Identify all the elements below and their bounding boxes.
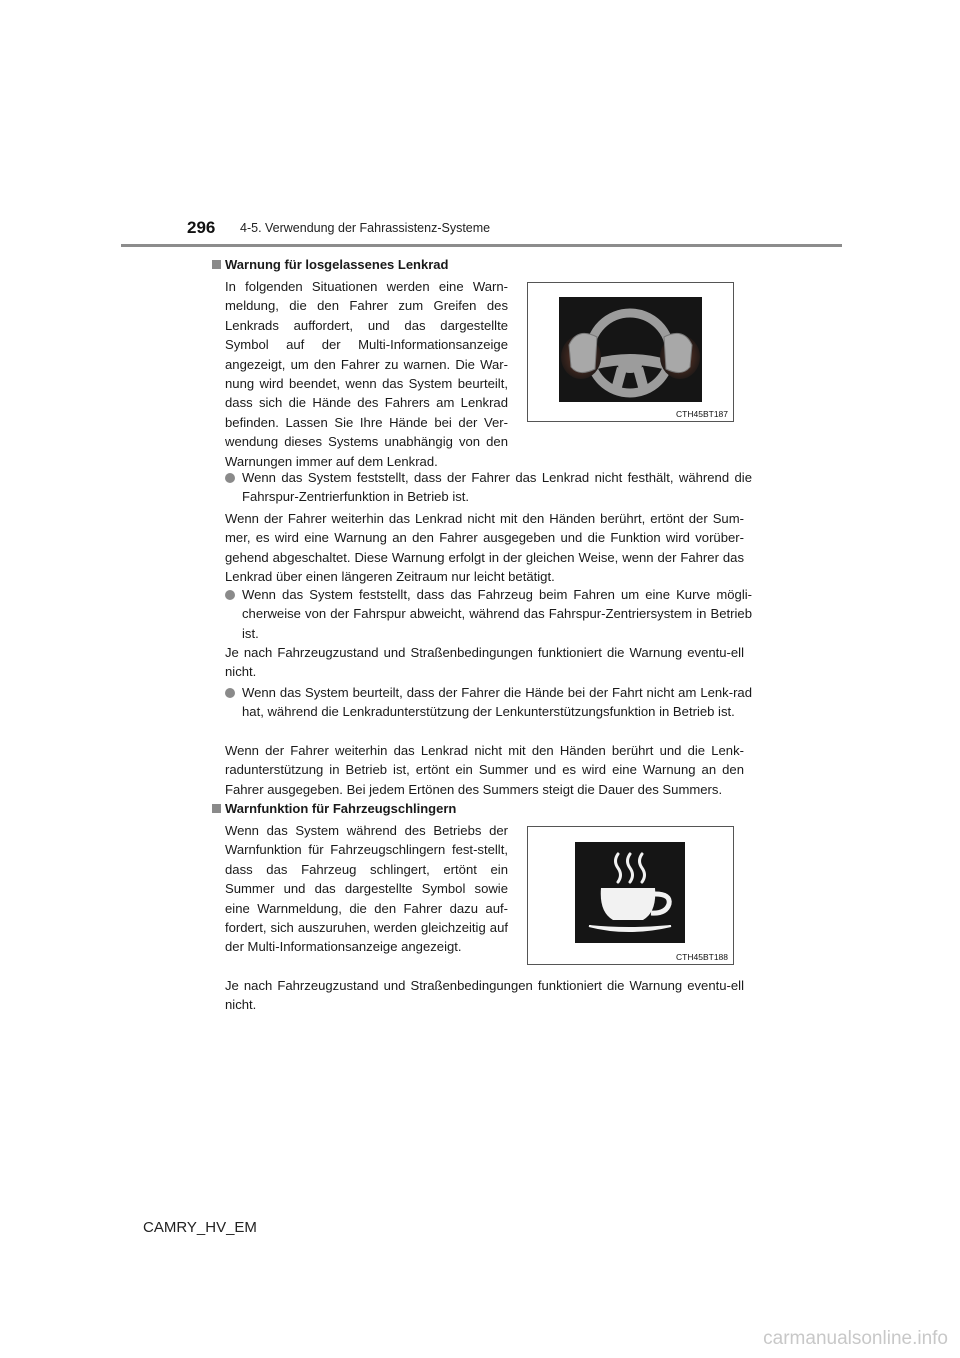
paragraph: Je nach Fahrzeugzustand und Straßenbedingungen funktioniert die Warnung eventu-ell nicht.: [225, 645, 744, 680]
model-code: CAMRY_HV_EM: [143, 1219, 257, 1236]
bullet-item: [225, 468, 752, 508]
page-number: 296: [187, 218, 216, 237]
paragraph: Wenn der Fahrer weiterhin das Lenkrad nicht mit den Händen berührt, ertönt der Sum-mer, es wird eine Warnung an den Fahrer ausgegeben und die Funktion wird vorüber-gehend abgeschaltet. Diese Warnung erfolgt in der gleichen Weise, wenn der Fahrer das Lenkrad über einen längeren Zeitraum nur leicht betätigt.: [225, 511, 744, 585]
section-heading-text: Warnfunktion für Fahrzeugschlingern: [225, 801, 457, 816]
figure-label: CTH45BT188: [676, 952, 728, 962]
bullet-dot-icon: [225, 473, 235, 483]
section-heading-swaying: [212, 799, 456, 818]
bullet-text: Wenn das System feststellt, dass das Fahrzeug beim Fahren um eine Kurve mögli-cherweise von der Fahrspur abweicht, während das Fahrspur-Zentriersystem in Betrieb ist.: [242, 587, 752, 641]
section2-intro: Wenn das System während des Betriebs der Warnfunktion für Fahrzeugschlingern fest-stellt, dass das Fahrzeug schlingert, ertönt ein Summer und das dargestellte Symbol sowie eine Warnmeldung, die den Fahrer dazu auf-fordert, sich auszuruhen, werden gleichzeitig auf der Multi-Informationsanzeige angezeigt.: [225, 823, 508, 955]
section-heading-steering: [212, 255, 448, 274]
section1-intro: In folgenden Situationen werden eine Warn-meldung, die den Fahrer zum Greifen des Lenkrads auffordert, und das dargestellte Symbol auf der Multi-Informationsanzeige angezeigt, um den Fahrer zu warnen. Die War-nung wird beendet, wenn das System beurteilt, dass sich die Hände des Fahrers am Lenkrad befinden. Lassen Sie Ihre Hände bei der Ver-wendung dieses Systems unabhängig von den Warnungen immer auf dem Lenkrad.: [225, 279, 508, 469]
hands-off-steering-wheel-icon: [559, 297, 702, 402]
bullet-text: Wenn das System feststellt, dass der Fahrer das Lenkrad nicht festhält, während die Fahrspur-Zentrierfunktion in Betrieb ist.: [242, 470, 752, 505]
figure-label: CTH45BT187: [676, 409, 728, 419]
heading-square-icon: [212, 804, 221, 813]
section-heading-text: Warnung für losgelassenes Lenkrad: [225, 257, 449, 272]
steering-warning-figure: [527, 282, 734, 422]
coffee-warning-figure: [527, 826, 734, 965]
bullet-text: Wenn das System beurteilt, dass der Fahrer die Hände bei der Fahrt nicht am Lenk-rad hat, während die Lenkradunterstützung der Lenkunterstützungsfunktion in Betrieb ist.: [242, 685, 752, 720]
bullet-item: [225, 585, 752, 645]
chapter-title: 4-5. Verwendung der Fahrassistenz-Systeme: [240, 221, 491, 235]
header-divider: [121, 244, 842, 247]
bullet-dot-icon: [225, 590, 235, 600]
bullet-item: [225, 683, 752, 743]
heading-square-icon: [212, 260, 221, 269]
coffee-cup-icon: [575, 842, 685, 943]
bullet-dot-icon: [225, 688, 235, 698]
paragraph: Je nach Fahrzeugzustand und Straßenbedingungen funktioniert die Warnung eventu-ell nicht.: [225, 978, 744, 1013]
watermark: carmanualsonline.info: [763, 1328, 948, 1349]
paragraph: Wenn der Fahrer weiterhin das Lenkrad nicht mit den Händen berührt und die Lenk-radunterstützung in Betrieb ist, ertönt ein Summer und es wird eine Warnung an den Fahrer ausgegeben. Bei jedem Ertönen des Summers steigt die Dauer des Summers.: [225, 743, 744, 797]
